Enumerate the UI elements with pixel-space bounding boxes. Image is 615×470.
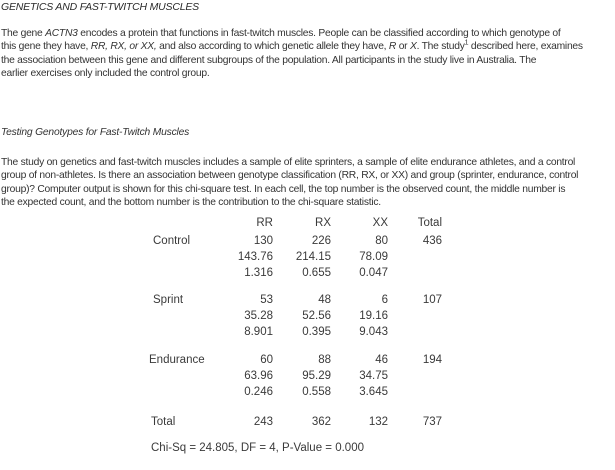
- row-label-sprint: Sprint: [153, 294, 184, 306]
- column-total-cell: 132: [368, 416, 388, 428]
- col-header-rx: RX: [315, 217, 331, 229]
- expected-cell: 63.96: [244, 370, 273, 382]
- intro-line-4: earlier exercises only included the control group.: [1, 68, 210, 80]
- contribution-cell: 0.655: [302, 267, 331, 279]
- expected-cell: 34.75: [359, 370, 388, 382]
- contribution-cell: 3.645: [359, 386, 388, 398]
- expected-cell: 35.28: [244, 310, 273, 322]
- observed-cell: 46: [375, 354, 388, 366]
- contribution-cell: 0.395: [302, 326, 331, 338]
- row-total-cell: 436: [422, 235, 442, 247]
- section-heading: GENETICS AND FAST-TWITCH MUSCLES: [1, 1, 199, 13]
- intro-line-2: this gene they have, RR, RX, or XX, and also according to which genetic allele they have, R or X. The study$^1$ described here, examines: [1, 39, 583, 53]
- subsection-heading: Testing Genotypes for Fast-Twitch Muscles: [1, 127, 190, 138]
- contribution-cell: 1.316: [244, 267, 273, 279]
- intro-paragraph: [1, 27, 612, 81]
- observed-cell: 226: [311, 235, 331, 247]
- column-total-cell: 362: [311, 416, 331, 428]
- row-label-total: Total: [151, 416, 176, 428]
- observed-cell: 130: [253, 235, 273, 247]
- study-line-3: group)? Computer output is shown for this chi-square test. In each cell, the top number is the observed count, the middle number is: [1, 183, 566, 195]
- row-total-cell: 194: [422, 354, 442, 366]
- intro-line-3: the association between this gene and different subgroups of the population. All participants in the study live in Australia. The: [1, 54, 537, 66]
- row-total-cell: 107: [422, 294, 442, 306]
- observed-cell: 53: [260, 294, 273, 306]
- observed-cell: 48: [318, 294, 331, 306]
- study-line-1: The study on genetics and fast-twitch muscles includes a sample of elite sprinters, a sample of elite endurance athletes, and a control: [1, 157, 576, 168]
- col-header-total: Total: [417, 217, 442, 229]
- expected-cell: 19.16: [359, 310, 388, 322]
- expected-cell: 52.56: [302, 310, 331, 322]
- chi-square-output: [0, 205, 615, 470]
- intro-line-1: The gene ACTN3 encodes a protein that functions in fast-twitch muscles. People can be classified according to which genotype of: [1, 28, 561, 39]
- contribution-cell: 8.901: [244, 326, 273, 338]
- col-header-xx: XX: [372, 217, 388, 229]
- col-header-rr: RR: [256, 217, 273, 229]
- chi-square-summary: Chi-Sq = 24.805, DF = 4, P-Value = 0.000: [151, 442, 364, 454]
- row-label-endurance: Endurance: [149, 354, 205, 366]
- observed-cell: 88: [318, 354, 331, 366]
- observed-cell: 60: [260, 354, 273, 366]
- expected-cell: 214.15: [295, 251, 331, 263]
- footnote-ref: 1: [464, 39, 469, 47]
- contribution-cell: 0.047: [359, 267, 388, 279]
- contribution-cell: 0.246: [244, 386, 273, 398]
- expected-cell: 95.29: [302, 370, 331, 382]
- column-total-cell: 243: [253, 416, 273, 428]
- grand-total-cell: 737: [422, 416, 442, 428]
- observed-cell: 80: [375, 235, 388, 247]
- study-paragraph: [1, 156, 612, 210]
- study-line-2: group of non-athletes. Is there an association between genotype classification (RR, RX, or XX) and group (sprinter, endurance, control: [1, 170, 579, 182]
- row-label-control: Control: [153, 235, 191, 247]
- study-line-4: the expected count, and the bottom number is the contribution to the chi-square statistic.: [1, 197, 381, 209]
- expected-cell: 78.09: [359, 251, 388, 263]
- contribution-cell: 9.043: [359, 326, 388, 338]
- contribution-cell: 0.558: [302, 386, 331, 398]
- observed-cell: 6: [381, 294, 388, 306]
- expected-cell: 143.76: [237, 251, 273, 263]
